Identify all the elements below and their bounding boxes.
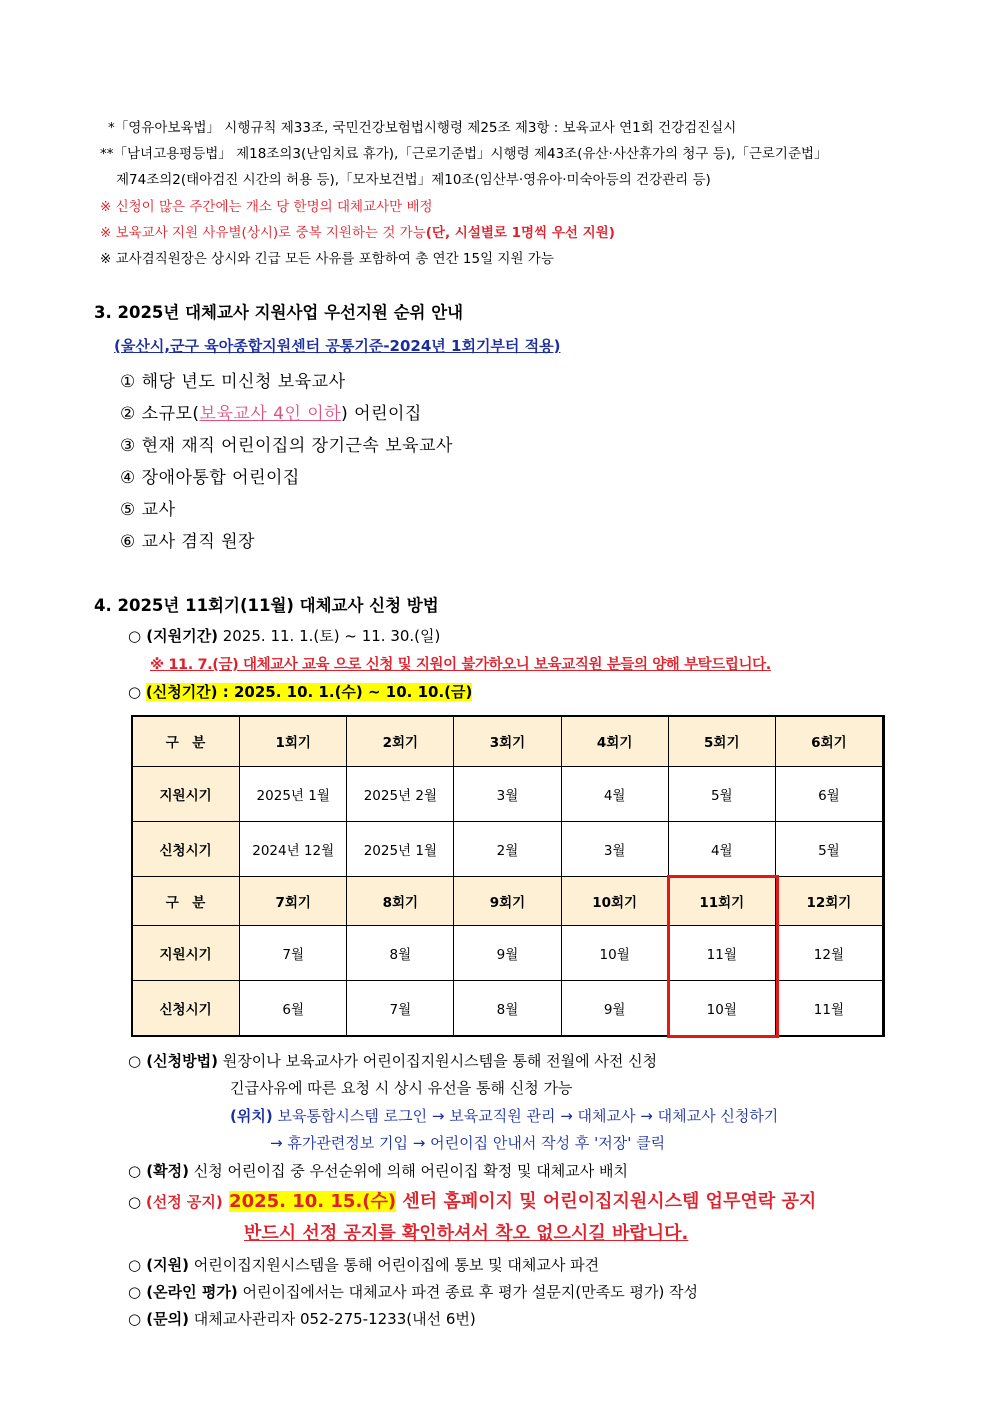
table-cell: 7월 [347, 981, 454, 1036]
note-line-1: *「영유아보육법」 시행규칙 제33조, 국민건강보험법시행령 제25조 제3항 : 보육교사 연1회 건강검진실시 [108, 120, 737, 136]
apply-period [128, 681, 472, 702]
table-cell: 6월 [775, 767, 882, 822]
table-row [132, 926, 883, 981]
table-cell: 7회기 [240, 877, 347, 926]
confirm-text: 신청 어린이집 중 우선순위에 의해 어린이집 확정 및 대체교사 배치 [189, 1162, 628, 1180]
table-cell: 2025년 1월 [240, 767, 347, 822]
table-cell: 지원시기 [132, 926, 240, 981]
table-cell: 8회기 [347, 877, 454, 926]
announce-date: 2025. 10. 15.(수) [229, 1191, 397, 1212]
support-line [128, 1254, 599, 1275]
table-cell: 신청시기 [132, 981, 240, 1036]
table-cell: 2월 [454, 822, 561, 877]
confirm-label: ○ (확정) [128, 1162, 190, 1180]
inquiry-label: ○ (문의) [128, 1310, 190, 1328]
table-cell: 11회기 [668, 877, 775, 926]
table-cell: 5회기 [668, 716, 775, 767]
schedule-table [131, 715, 883, 1036]
announce-line [128, 1187, 816, 1213]
priority-item-2-start: ② 소규모( [120, 404, 200, 424]
announce-line-2: 반드시 선정 공지를 확인하셔서 착오 없으시길 바랍니다. [244, 1223, 689, 1244]
table-cell: 구 분 [132, 877, 240, 926]
support-period [128, 625, 440, 646]
table-cell: 5월 [775, 822, 882, 877]
apply-period-bullet: ○ [128, 683, 146, 701]
table-cell: 10월 [668, 981, 775, 1036]
table-cell: 11월 [775, 981, 882, 1036]
table-cell: 9회기 [454, 877, 561, 926]
announce-text: 센터 홈페이지 및 어린이집지원시스템 업무연락 공지 [396, 1191, 817, 1212]
location-line-1 [230, 1105, 778, 1126]
table-row [132, 767, 883, 822]
table-cell: 4월 [668, 822, 775, 877]
note-line-5-emphasis: (단, 시설별로 1명씩 우선 지원) [425, 225, 615, 241]
section4-title: 4. 2025년 11회기(11월) 대체교사 신청 방법 [94, 596, 439, 615]
support-text: 어린이집지원시스템을 통해 어린이집에 통보 및 대체교사 파견 [189, 1256, 600, 1274]
note-line-5-text: ※ 보육교사 지원 사유별(상시)로 중복 지원하는 것 가능 [100, 225, 426, 241]
table-cell: 9월 [561, 981, 668, 1036]
support-label: ○ (지원) [128, 1256, 190, 1274]
table-row [132, 981, 883, 1036]
method-line-2: 긴급사유에 따른 요청 시 상시 유선을 통해 신청 가능 [230, 1079, 573, 1097]
method-line-1 [128, 1050, 657, 1071]
apply-period-text: (신청기간) : 2025. 10. 1.(수) ~ 10. 10.(금) [145, 683, 473, 701]
table-row [132, 822, 883, 877]
table-cell: 11월 [668, 926, 775, 981]
online-eval-text: 어린이집에서는 대체교사 파견 종료 후 평가 설문지(만족도 평가) 작성 [237, 1283, 699, 1301]
priority-item-2-condition: 보육교사 4인 이하 [199, 404, 342, 424]
table-cell: 3회기 [454, 716, 561, 767]
section3-title: 3. 2025년 대체교사 지원사업 우선지원 순위 안내 [94, 303, 464, 322]
table-cell: 3월 [454, 767, 561, 822]
table-cell: 8월 [454, 981, 561, 1036]
table-cell: 6회기 [775, 716, 882, 767]
online-eval-label: ○ (온라인 평가) [128, 1283, 238, 1301]
support-period-value: 2025. 11. 1.(토) ~ 11. 30.(일) [217, 627, 441, 645]
table-cell: 2025년 2월 [347, 767, 454, 822]
section3-subtitle: (울산시,군구 육아종합지원센터 공통기준-2024년 1회기부터 적용) [114, 337, 561, 355]
note-line-2: **「남녀고용평등법」 제18조의3(난임치료 휴가),「근로기준법」시행령 제43조(유산·사산휴가의 청구 등),「근로기준법」 [100, 146, 828, 162]
priority-item-1: ① 해당 년도 미신청 보육교사 [120, 372, 346, 392]
table-cell: 3월 [561, 822, 668, 877]
method-text: 원장이나 보육교사가 어린이집지원시스템을 통해 전월에 사전 신청 [217, 1052, 658, 1070]
priority-item-4: ④ 장애아통합 어린이집 [120, 468, 300, 488]
table-cell: 2024년 12월 [240, 822, 347, 877]
table-cell: 7월 [240, 926, 347, 981]
table-cell: 4회기 [561, 716, 668, 767]
support-period-label: ○ (지원기간) [128, 627, 218, 645]
table-cell: 5월 [668, 767, 775, 822]
confirm-line [128, 1160, 628, 1181]
inquiry-line [128, 1308, 476, 1329]
priority-item-6: ⑥ 교사 겸직 원장 [120, 532, 255, 552]
announce-label: (선정 공지) [145, 1193, 223, 1211]
priority-item-5: ⑤ 교사 [120, 500, 176, 520]
note-line-6: ※ 교사겸직원장은 상시와 긴급 모든 사유를 포함하여 총 연간 15일 지원 가능 [100, 251, 554, 267]
online-eval-line [128, 1281, 698, 1302]
support-warning: ※ 11. 7.(금) 대체교사 교육 으로 신청 및 지원이 불가하오니 보육교직원 분들의 양해 부탁드립니다. [150, 657, 771, 673]
table-cell: 12회기 [775, 877, 882, 926]
note-line-4: ※ 신청이 많은 주간에는 개소 당 한명의 대체교사만 배정 [100, 199, 433, 215]
priority-item-3: ③ 현재 재직 어린이집의 장기근속 보육교사 [120, 436, 453, 456]
note-line-3: 제74조의2(태아검진 시간의 허용 등),「모자보건법」제10조(임산부·영유아·미숙아등의 건강관리 등) [116, 172, 711, 188]
location-label: (위치) [230, 1107, 273, 1125]
method-label: ○ (신청방법) [128, 1052, 218, 1070]
location-text: 보육통합시스템 로그인 → 보육교직원 관리 → 대체교사 → 대체교사 신청하기 [272, 1107, 779, 1125]
table-cell: 12월 [775, 926, 882, 981]
location-line-2: → 휴가관련정보 기입 → 어린이집 안내서 작성 후 '저장' 클릭 [270, 1134, 666, 1152]
table-cell: 1회기 [240, 716, 347, 767]
table-cell: 2025년 1월 [347, 822, 454, 877]
table-header-row [132, 716, 883, 767]
table-cell: 신청시기 [132, 822, 240, 877]
priority-item-2 [120, 399, 422, 424]
table-cell: 8월 [347, 926, 454, 981]
priority-item-2-end: ) 어린이집 [341, 404, 422, 424]
table-cell: 2회기 [347, 716, 454, 767]
note-line-5 [100, 221, 615, 241]
table-header-row [132, 877, 883, 926]
table-cell: 10회기 [561, 877, 668, 926]
table-cell: 4월 [561, 767, 668, 822]
table-cell: 10월 [561, 926, 668, 981]
inquiry-text: 대체교사관리자 052-275-1233(내선 6번) [189, 1310, 476, 1328]
table-cell: 지원시기 [132, 767, 240, 822]
table-cell: 구 분 [132, 716, 240, 767]
announce-bullet: ○ [128, 1193, 146, 1211]
table-cell: 9월 [454, 926, 561, 981]
table-cell: 6월 [240, 981, 347, 1036]
